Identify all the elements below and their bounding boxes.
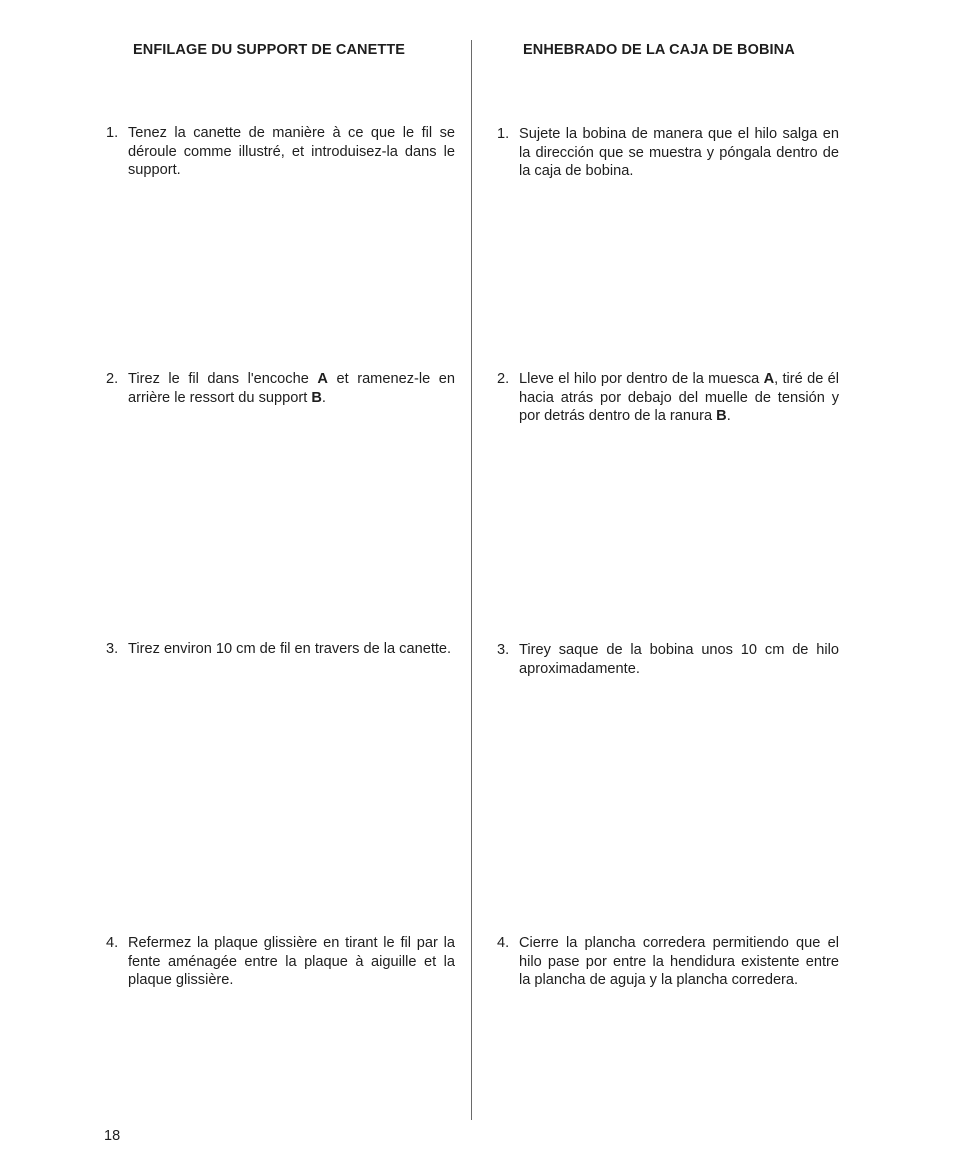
step-text: Tirey saque de la bobina unos 10 cm de hilo aproximadamente.: [519, 642, 839, 677]
step-number: 3.: [497, 642, 510, 658]
step-number: 1.: [497, 126, 510, 142]
label-a: A: [317, 371, 328, 387]
french-section-heading: ENFILAGE DU SUPPORT DE CANETTE: [133, 42, 406, 58]
step-text: Tirez environ 10 cm de fil en travers de la canette.: [128, 641, 452, 657]
step-number: 4.: [497, 935, 510, 951]
step-text: Cierre la plancha corredera permitiendo que el hilo pase por entre la hendidura existente entre la plancha de aguja y la plancha corredera.: [519, 935, 839, 988]
step-number: 1.: [106, 125, 119, 141]
step-text: Refermez la plaque glissière en tirant le fil par la fente aménagée entre la plaque à aiguille et la plaque glissière.: [128, 935, 455, 988]
spanish-section-heading: ENHEBRADO DE LA CAJA DE BOBINA: [523, 42, 795, 58]
step-text: Sujete la bobina de manera que el hilo salga en la dirección que se muestra y póngala dentro de la caja de bobina.: [519, 126, 839, 179]
step-text: Tirez le fil dans l'encoche A et ramenez-le en arrière le ressort du support B.: [128, 371, 455, 406]
label-a: A: [763, 371, 775, 387]
label-b: B: [716, 408, 727, 424]
step-number: 4.: [106, 935, 119, 951]
step-number: 3.: [106, 641, 119, 657]
page-number: 18: [104, 1128, 121, 1144]
step-number: 2.: [106, 371, 119, 387]
step-text: Lleve el hilo por dentro de la muesca A, tiré de él hacia atrás por debajo del muelle de tensión y por detrás dentro de la ranura B.: [519, 371, 839, 424]
step-text: Tenez la canette de manière à ce que le fil se déroule comme illustré, et introduisez-la dans le support.: [128, 125, 455, 178]
label-b: B: [311, 389, 322, 406]
column-divider: [471, 40, 472, 1120]
step-number: 2.: [497, 371, 510, 387]
